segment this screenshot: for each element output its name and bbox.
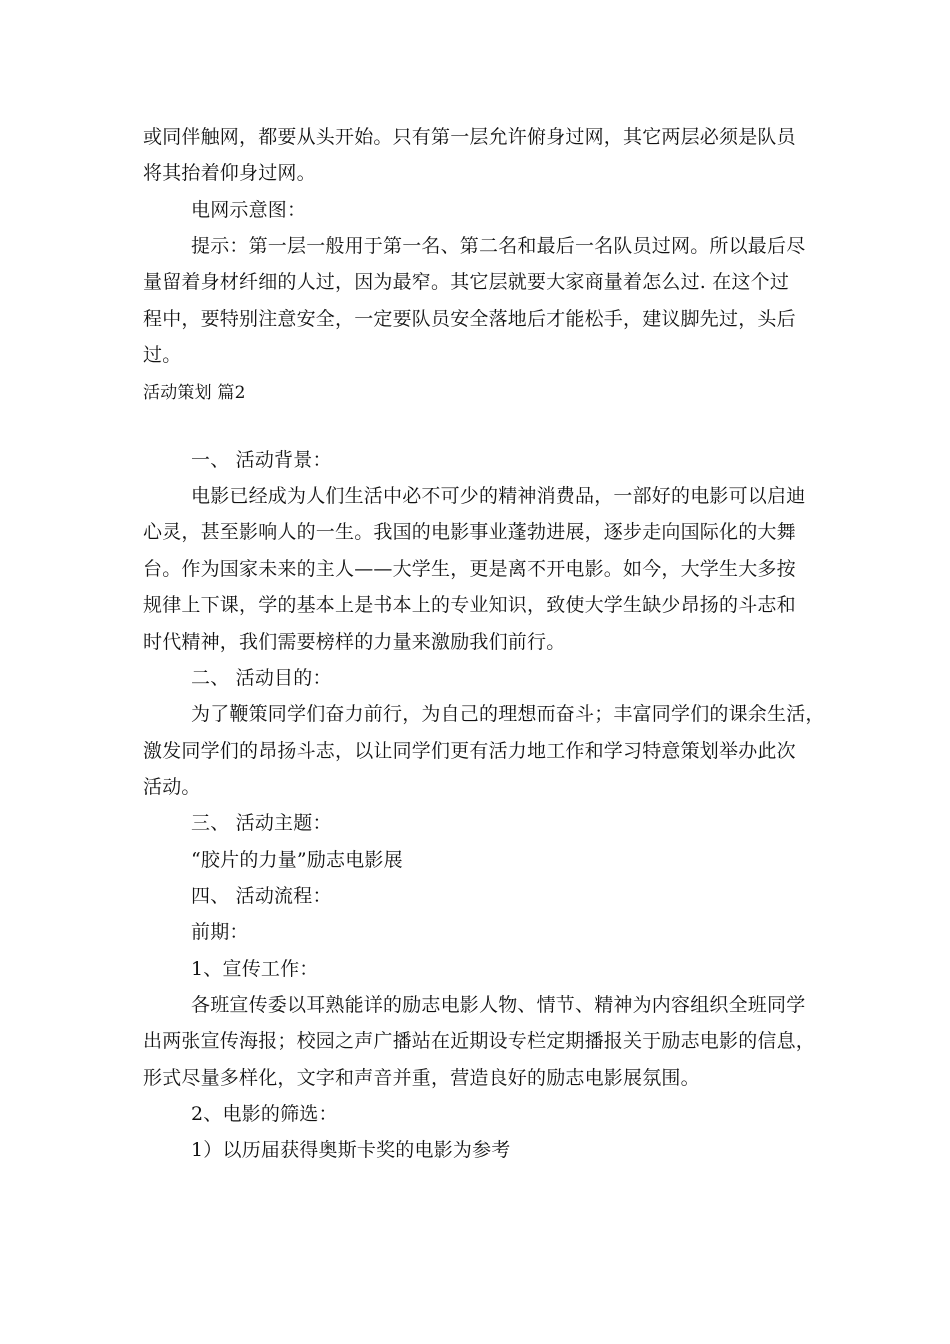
body-text-line: 形式尽量多样化，文字和声音并重，营造良好的励志电影展氛围。 (143, 1067, 700, 1089)
body-text-line: 1）以历届获得奥斯卡奖的电影为参考 (191, 1139, 511, 1161)
body-text-line: 为了鞭策同学们奋力前行，为自己的理想而奋斗；丰富同学们的课余生活， (191, 703, 825, 725)
section-heading: 三、 活动主题： (191, 812, 332, 834)
section-heading: 四、 活动流程： (191, 885, 332, 907)
body-text-line: “胶片的力量”励志电影展 (191, 849, 403, 871)
section-heading: 二、 活动目的： (191, 667, 332, 689)
body-text-line: 电网示意图： (191, 199, 307, 221)
body-text-line: 1、宣传工作： (191, 958, 319, 980)
body-text-line: 程中，要特别注意安全，一定要队员安全落地后才能松手，建议脚先过，头后 (143, 308, 796, 330)
body-text-line: 将其抬着仰身过网。 (143, 162, 316, 184)
section-heading: 一、 活动背景： (191, 449, 332, 471)
body-text-line: 量留着身材纤细的人过，因为最窄。其它层就要大家商量着怎么过. 在这个过 (143, 271, 790, 293)
body-text-line: 提示：第一层一般用于第一名、第二名和最后一名队员过网。所以最后尽 (191, 235, 806, 257)
body-text-line: 过。 (143, 344, 182, 366)
body-text-line: 激发同学们的昂扬斗志，以让同学们更有活力地工作和学习特意策划举办此次 (143, 740, 796, 762)
body-text-line: 前期： (191, 921, 249, 943)
section-title: 活动策划 篇2 (143, 383, 246, 403)
body-text-line: 心灵，甚至影响人的一生。我国的电影事业蓬勃进展，逐步走向国际化的大舞 (143, 521, 796, 543)
body-text-line: 电影已经成为人们生活中必不可少的精神消费品，一部好的电影可以启迪 (191, 485, 806, 507)
body-text-line: 时代精神，我们需要榜样的力量来激励我们前行。 (143, 631, 566, 653)
body-text-line: 2、电影的筛选： (191, 1103, 338, 1125)
body-text-line: 出两张宣传海报；校园之声广播站在近期设专栏定期播报关于励志电影的信息， (143, 1030, 816, 1052)
body-text-line: 各班宣传委以耳熟能详的励志电影人物、情节、精神为内容组织全班同学 (191, 994, 806, 1016)
body-text-line: 活动。 (143, 776, 201, 798)
body-text-line: 或同伴触网，都要从头开始。只有第一层允许俯身过网，其它两层必须是队员 (143, 126, 796, 148)
body-text-line: 规律上下课，学的基本上是书本上的专业知识，致使大学生缺少昂扬的斗志和 (143, 594, 796, 616)
body-text-line: 台。作为国家未来的主人——大学生，更是离不开电影。如今，大学生大多按 (143, 558, 796, 580)
